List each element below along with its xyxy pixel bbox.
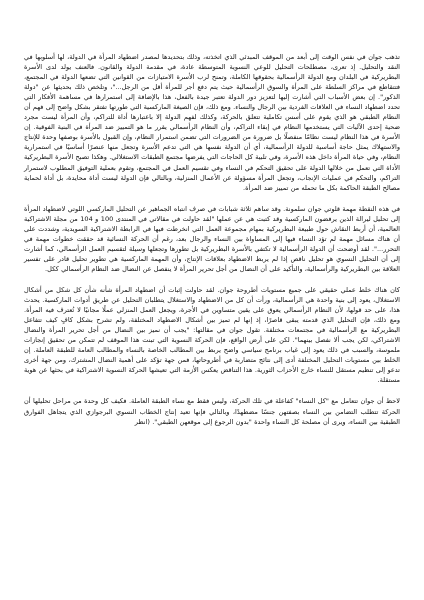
paragraph-3: كان هناك خلط عملي حقيقي على جميع مستويات أطروحة جوان. لقد حاولت إثبات أن اضطهاد المرأة شأنه شأن كل شكل من أشكال الاستغلال، يعود إلى بنية واحدة هي الرأسمالية، ورأت أن كل من الاضطهاد والاستغلال يتطلبان التحليل عن طريق أدوات الماركسية. يحدث هذا، على حد قولها، لأن النظام الرأسمالي يعوق على يقين متساوين في الأجرة، ويجعل العمل المنزلي عملًا مجانيًا لا تُعترف فيه المرأة. ومع ذلك، فإن التحليل الذي قدمته يبقى قاصرًا، إذ إنها لم تميز بين أشكال الاضطهاد المختلفة، ولم تشرح بشكل كافٍ كيف تتفاعل البطريركية مع الرأسمالية في مجتمعات مختلفة. تقول جوان في مقالتها: "يجب أن نميز بين النضال من أجل تحرير المرأة والنضال الاشتراكي، لكن يجب ألا نفصل بينهما". لكن على أرض الواقع، فإن الحركة النسوية التي تبنت هذا الموقف لم تتمكن من تحقيق إنجازات ملموسة، والسبب في ذلك يعود إلى غياب برنامج سياسي واضح يربط بين المطالب الخاصة بالنساء والمطالب العامة للطبقة العاملة. إن الخلط بين مستويات التحليل المختلفة أدى إلى نتائج متضاربة في أطروحاتها، فمن جهة تؤكد على أهمية النضال المشترك، ومن جهة أخرى تدعو إلى تنظيم مستقل للنساء خارج الأحزاب الثورية. هذا التناقض يعكس الأزمة التي تعيشها الحركة النسوية الاشتراكية في بحثها عن هوية مستقلة.	[24, 285, 400, 385]
document-page	[24, 52, 400, 427]
paragraph-2: في هذه النقطة مهمة قلوتي جوان سلمونة. وقد ساهم ثلاثة شبابات في صرف انتباه الجماهير عن التحليل الماركسي اللوتي لاضطهاد المرأة إلى تحليل ليرالة الذين يرفضون الماركسية وقد كتبت هي عن عملها "لقد حاولت في مقالاتي في المنتدى 100 و 104 من مجلة الاشتراكية العالمية، أن أربط النقاش حول طبيعة البطريركية بمهام مجموعة العمل التي انخرطت فيها في الرابطة الاشتراكية السويدية، وشددت على أن هناك مسائل مهمة لم تؤد النساء فيها إلى المساواة بين النساء والرجال بعد، رغم أن الحركة النسائية قد حققت خطوات مهمة في التحرر...". لقد أوضحت أن الدولة الرأسمالية لا تكتفي بالأسرة البطريركية بل تطورها وتجعلها وسيلة لتقسيم العمل الرأسمالي، كما أشارت إلى أن التحليل النسوي هو تحليل ناقص إذا لم يربط الاضطهاد بعلاقات الإنتاج، وأن المهمة الماركسية هي تطوير تحليل قادر على تفسير العلاقة بين البطريركية والرأسمالية، والتأكيد على أن النضال من أجل تحرير المرأة لا ينفصل عن النضال ضد النظام الرأسمالي ككل.	[24, 204, 400, 273]
paragraph-1: تذهب جوان في نفس الوقت إلى أبعد من الموقف المبدئي الذي اتخذته، وذلك بتحديدها لمصدر اضطهاد المرأة في الدولة، لها أسلوبها في النقد والتحليل. إذ تعرى، مصطلحات التحليل للوعي النسوية المتوسطة عادة، في مقدمة الدولة والقانون. فالعنف يولد لدى الأسرة البطريركية في البلدان ومع الدولة الرأسمالية بحقوقها الكاملة، وتمنح لرب الأسرة الامتيازات من القوانين التي تضعها الدولة في المجتمع، فتتقاطع في مراكز السلطة على المرأة والسوق الرأسمالية حيث يتم دفع أجر للمرأة أقل من الرجل..."، وتلخص ذلك بحديثها عن "دولة الذكور". إن بعض الأسباب التي أشارت إليها لتعزيز دور الدولة تعتبر جيدة بالفعل، هذا بالإضافة إلى استمرارها في مساهمة الأفكار التي تحدد اضطهاد النساء في العلاقات الفردية بين الرجال والنساء. ومع ذلك، فإن الصيغة الماركسية التي طورتها تفتقر بشكل واضح إلى فهم أن النظام الطبقي هو الذي يقوم على أسس تكاملية تتعلق بالحركة، وكذلك لفهم الدولة إلا باعتبارها أداة للتراكم، وأن المرأة ليست مجرد ضحية إحدى الآليات التي يستخدمها النظام في إبقاء التراكم، وأن النظام الرأسمالي يقرر ما هو التمييز ضد المرأة في البنية الفوقية. إن الأسرة في هذا النظام ليست نظامًا منفصلًا بل ضرورة من الضرورات التي تضمن استمرار النظام، وإن القبول بالأسرة بوصفها وحدة للإنتاج والاستهلاك يمثل حاجة أساسية للدولة الرأسمالية، أي أن الدولة نفسها هي التي تدعم الأسرة وتجعل منها عنصرًا أساسيًا في استمرارية النظام، وفي حياة المرأة داخل هذه الأسرة، وفي تلبية كل الحاجات التي يفرضها مجتمع الطبقات الاستغلالي. وهكذا تصبح الأسرة البطريركية الأداة التي تعمل من خلالها الدولة على تحقيق التحكم في النساء وفي تقسيم العمل في المجتمع، وتقوم بعملية التوفيق المطلوب لاستمرار التراكم، والتحكم في عمليات الإنجاب، وتجعل المرأة مسؤولة عن الأعمال المنزلية، وبالتالي فإن الدولة ليست أداة محايدة، بل أداة لحماية مصالح الطبقة الحاكمة بكل ما تحمله من تمييز ضد المرأة.	[24, 53, 400, 192]
paragraph-4: لاحظ أن جوان تتعامل مع "كل النساء" كفاعلة في تلك الحركة، وليس فقط مع نساء الطبقة العاملة. فكيف كل وحدة من مراحل تحليلها أن الحركة تتطلب التضامن بين النساء بصفتهن جنسًا مضطهدًا، وبالتالي فإنها تعيد إنتاج الخطاب النسوي البرجوازي الذي يتجاهل الفوارق الطبقية بين النساء، ويرى أن مصلحة كل النساء واحدة "بدون الرجوع إلى موقعهن الطبقي". (انظر	[24, 397, 400, 426]
